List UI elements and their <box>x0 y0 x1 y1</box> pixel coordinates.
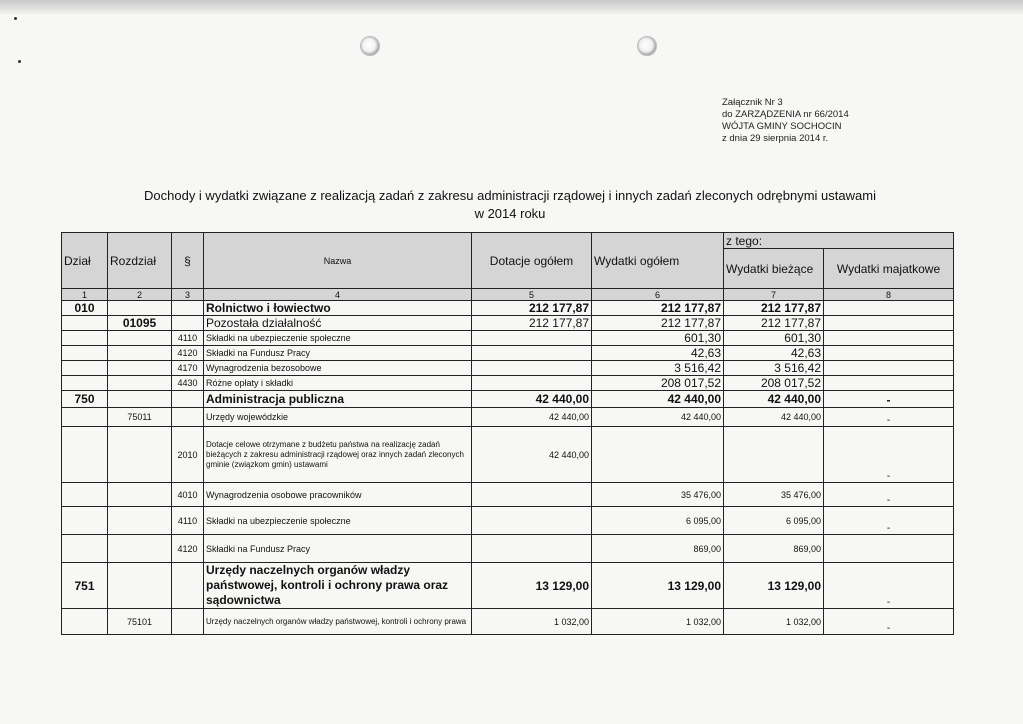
cell-paragraf: 4120 <box>172 535 204 563</box>
col-number: 2 <box>108 289 172 301</box>
cell-paragraf <box>172 301 204 316</box>
cell-wydatki: 212 177,87 <box>592 301 724 316</box>
cell-rozdzial: 75101 <box>108 609 172 635</box>
table-row <box>62 361 954 376</box>
cell-dotacje: 42 440,00 <box>472 427 592 483</box>
cell-paragraf: 4120 <box>172 346 204 361</box>
cell-dzial <box>62 483 108 507</box>
cell-paragraf <box>172 609 204 635</box>
table-row <box>62 563 954 609</box>
annex-note <box>722 97 849 145</box>
cell-rozdzial: 01095 <box>108 316 172 331</box>
cell-biezace: 212 177,87 <box>724 301 824 316</box>
header-wydatki-biezace: Wydatki bieżące <box>724 249 824 289</box>
cell-rozdzial <box>108 427 172 483</box>
header-wydatki: Wydatki ogółem <box>592 233 724 289</box>
table-row <box>62 408 954 427</box>
header-rozdzial: Rozdział <box>108 233 172 289</box>
cell-paragraf <box>172 408 204 427</box>
scan-top-edge <box>0 0 1023 14</box>
cell-nazwa: Pozostała działalność <box>204 316 472 331</box>
cell-rozdzial <box>108 361 172 376</box>
cell-majatkowe <box>824 346 954 361</box>
table-row <box>62 346 954 361</box>
cell-dotacje <box>472 361 592 376</box>
annex-line: z dnia 29 sierpnia 2014 r. <box>722 133 829 144</box>
cell-nazwa: Urzędy naczelnych organów władzy państwowej, kontroli i ochrony prawa oraz sądownictwa <box>204 563 472 609</box>
cell-dotacje <box>472 376 592 391</box>
col-number: 1 <box>62 289 108 301</box>
cell-wydatki: 3 516,42 <box>592 361 724 376</box>
cell-biezace: 869,00 <box>724 535 824 563</box>
cell-biezace: 601,30 <box>724 331 824 346</box>
cell-majatkowe: - <box>824 427 954 483</box>
cell-majatkowe <box>824 316 954 331</box>
cell-majatkowe: - <box>824 507 954 535</box>
col-number: 3 <box>172 289 204 301</box>
header-dotacje: Dotacje ogółem <box>472 233 592 289</box>
header-dzial: Dział <box>62 233 108 289</box>
cell-wydatki: 601,30 <box>592 331 724 346</box>
cell-dzial <box>62 331 108 346</box>
budget-table <box>61 232 954 635</box>
cell-dzial <box>62 346 108 361</box>
cell-dzial <box>62 361 108 376</box>
cell-majatkowe <box>824 301 954 316</box>
document-title <box>60 187 960 223</box>
cell-dzial: 751 <box>62 563 108 609</box>
col-number: 8 <box>824 289 954 301</box>
cell-dotacje <box>472 483 592 507</box>
cell-rozdzial <box>108 376 172 391</box>
cell-majatkowe <box>824 361 954 376</box>
cell-majatkowe: - <box>824 609 954 635</box>
cell-biezace: 13 129,00 <box>724 563 824 609</box>
cell-dotacje <box>472 331 592 346</box>
cell-wydatki: 1 032,00 <box>592 609 724 635</box>
cell-dotacje: 13 129,00 <box>472 563 592 609</box>
cell-majatkowe <box>824 376 954 391</box>
cell-biezace: 42 440,00 <box>724 408 824 427</box>
col-number: 6 <box>592 289 724 301</box>
cell-biezace: 1 032,00 <box>724 609 824 635</box>
annex-line: WÓJTA GMINY SOCHOCIN <box>722 121 842 132</box>
cell-rozdzial <box>108 391 172 408</box>
cell-biezace: 208 017,52 <box>724 376 824 391</box>
cell-dotacje: 42 440,00 <box>472 391 592 408</box>
cell-biezace: 3 516,42 <box>724 361 824 376</box>
cell-wydatki: 42,63 <box>592 346 724 361</box>
cell-dzial <box>62 376 108 391</box>
cell-wydatki <box>592 427 724 483</box>
table-row <box>62 427 954 483</box>
cell-majatkowe <box>824 535 954 563</box>
cell-dzial: 750 <box>62 391 108 408</box>
cell-nazwa: Urzędy naczelnych organów władzy państwowej, kontroli i ochrony prawa <box>204 609 472 635</box>
cell-nazwa: Rolnictwo i łowiectwo <box>204 301 472 316</box>
cell-nazwa: Składki na ubezpieczenie społeczne <box>204 507 472 535</box>
cell-paragraf <box>172 316 204 331</box>
cell-majatkowe: - <box>824 563 954 609</box>
cell-dotacje: 212 177,87 <box>472 316 592 331</box>
cell-dotacje: 212 177,87 <box>472 301 592 316</box>
cell-biezace: 42 440,00 <box>724 391 824 408</box>
cell-rozdzial <box>108 507 172 535</box>
cell-wydatki: 208 017,52 <box>592 376 724 391</box>
table-row <box>62 301 954 316</box>
scan-speck <box>18 60 21 63</box>
cell-biezace: 6 095,00 <box>724 507 824 535</box>
cell-majatkowe: - <box>824 483 954 507</box>
cell-majatkowe <box>824 331 954 346</box>
header-paragraf: § <box>172 233 204 289</box>
cell-dotacje: 1 032,00 <box>472 609 592 635</box>
cell-nazwa: Składki na Fundusz Pracy <box>204 346 472 361</box>
cell-nazwa: Dotacje celowe otrzymane z budżetu państwa na realizację zadań bieżących z zakresu administracji rządowej oraz innych zadań zleconych gminie (związkom gmin) ustawami <box>204 427 472 483</box>
col-number: 5 <box>472 289 592 301</box>
cell-nazwa: Różne opłaty i składki <box>204 376 472 391</box>
title-line: Dochody i wydatki związane z realizacją zadań z zakresu administracji rządowej i innych zadań zleconych odrębnymi ustawami <box>144 188 876 203</box>
punch-hole-right <box>637 36 657 56</box>
cell-dzial <box>62 316 108 331</box>
cell-rozdzial <box>108 535 172 563</box>
cell-biezace: 212 177,87 <box>724 316 824 331</box>
scan-speck <box>14 17 17 20</box>
cell-wydatki: 42 440,00 <box>592 408 724 427</box>
cell-wydatki: 13 129,00 <box>592 563 724 609</box>
table-row <box>62 483 954 507</box>
cell-dzial <box>62 609 108 635</box>
cell-nazwa: Składki na Fundusz Pracy <box>204 535 472 563</box>
cell-wydatki: 869,00 <box>592 535 724 563</box>
cell-dzial: 010 <box>62 301 108 316</box>
cell-wydatki: 35 476,00 <box>592 483 724 507</box>
cell-dotacje <box>472 535 592 563</box>
cell-paragraf: 4170 <box>172 361 204 376</box>
cell-wydatki: 6 095,00 <box>592 507 724 535</box>
cell-biezace <box>724 427 824 483</box>
table-row <box>62 391 954 408</box>
cell-paragraf: 2010 <box>172 427 204 483</box>
cell-nazwa: Administracja publiczna <box>204 391 472 408</box>
cell-dzial <box>62 535 108 563</box>
punch-hole-left <box>360 36 380 56</box>
cell-majatkowe: - <box>824 391 954 408</box>
cell-dotacje <box>472 507 592 535</box>
header-wydatki-majatkowe: Wydatki majatkowe <box>824 249 954 289</box>
table-row <box>62 331 954 346</box>
title-line: w 2014 roku <box>474 206 546 221</box>
col-number: 7 <box>724 289 824 301</box>
col-number: 4 <box>204 289 472 301</box>
cell-rozdzial <box>108 301 172 316</box>
cell-rozdzial <box>108 331 172 346</box>
cell-dotacje: 42 440,00 <box>472 408 592 427</box>
cell-paragraf: 4010 <box>172 483 204 507</box>
cell-dzial <box>62 507 108 535</box>
cell-biezace: 42,63 <box>724 346 824 361</box>
cell-rozdzial <box>108 483 172 507</box>
cell-wydatki: 212 177,87 <box>592 316 724 331</box>
header-nazwa: Nazwa <box>204 233 472 289</box>
cell-majatkowe: - <box>824 408 954 427</box>
cell-dzial <box>62 408 108 427</box>
annex-line: Załącznik Nr 3 <box>722 97 783 108</box>
cell-biezace: 35 476,00 <box>724 483 824 507</box>
cell-paragraf <box>172 563 204 609</box>
cell-wydatki: 42 440,00 <box>592 391 724 408</box>
cell-rozdzial: 75011 <box>108 408 172 427</box>
cell-nazwa: Wynagrodzenia osobowe pracowników <box>204 483 472 507</box>
table-row <box>62 316 954 331</box>
header-z-tego: z tego: <box>724 233 954 249</box>
cell-rozdzial <box>108 563 172 609</box>
cell-nazwa: Wynagrodzenia bezosobowe <box>204 361 472 376</box>
cell-paragraf: 4430 <box>172 376 204 391</box>
annex-line: do ZARZĄDZENIA nr 66/2014 <box>722 109 849 120</box>
cell-nazwa: Składki na ubezpieczenie społeczne <box>204 331 472 346</box>
table-row <box>62 535 954 563</box>
table-row <box>62 609 954 635</box>
cell-paragraf: 4110 <box>172 507 204 535</box>
cell-dzial <box>62 427 108 483</box>
cell-paragraf <box>172 391 204 408</box>
cell-rozdzial <box>108 346 172 361</box>
cell-nazwa: Urzędy wojewódzkie <box>204 408 472 427</box>
cell-dotacje <box>472 346 592 361</box>
table-row <box>62 507 954 535</box>
cell-paragraf: 4110 <box>172 331 204 346</box>
table-row <box>62 376 954 391</box>
